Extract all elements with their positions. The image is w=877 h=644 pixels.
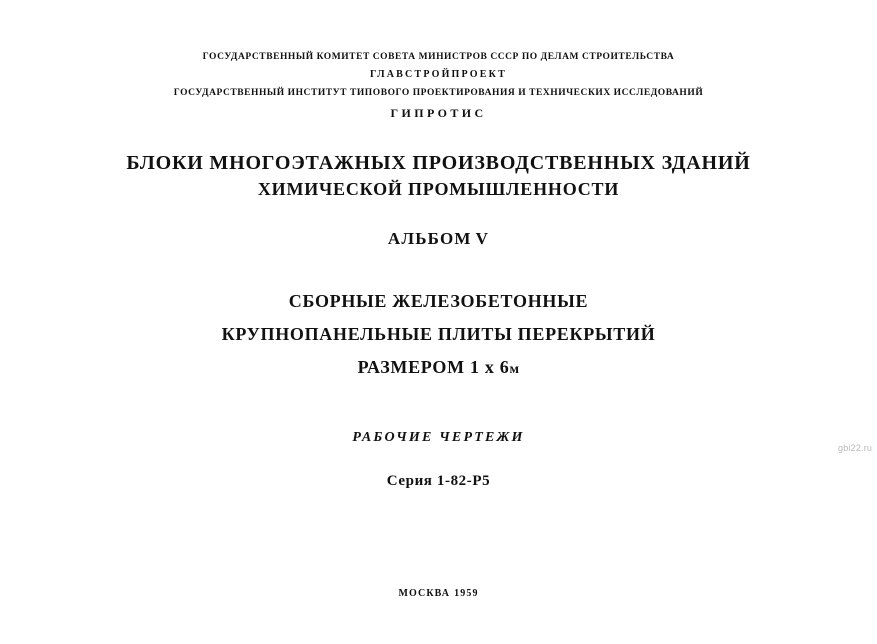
document-subtitle [0, 285, 877, 386]
title-line-2: ХИМИЧЕСКОЙ ПРОМЫШЛЕННОСТИ [257, 179, 620, 199]
subtitle-line-3 [0, 351, 877, 386]
org-line-glavstroyproekt: ГЛАВСТРОЙПРОЕКТ [370, 69, 507, 80]
footer-city: МОСКВА [398, 588, 451, 599]
subtitle-line-1: СБОРНЫЕ ЖЕЛЕЗОБЕТОННЫЕ [288, 291, 589, 311]
org-line-institute: ГОСУДАРСТВЕННЫЙ ИНСТИТУТ ТИПОВОГО ПРОЕКТИРОВАНИЯ И ТЕХНИЧЕСКИХ ИССЛЕДОВАНИЙ [173, 88, 704, 98]
footer-year: 1959 [454, 588, 479, 599]
org-line-giprotis: ГИПРОТИС [390, 106, 487, 120]
working-drawings-text: РАБОЧИЕ ЧЕРТЕЖИ [352, 430, 525, 445]
album-label: АЛЬБОМ [387, 229, 472, 248]
watermark: gbi22.ru [838, 443, 873, 453]
organisation-header [0, 48, 877, 124]
subtitle-size-unit: м [509, 362, 520, 377]
title-line-1: БЛОКИ МНОГОЭТАЖНЫХ ПРОИЗВОДСТВЕННЫХ ЗДАНИЙ [126, 152, 751, 174]
series-text: Серия 1-82-Р5 [386, 473, 491, 489]
series-designation [0, 472, 877, 490]
document-title [0, 150, 877, 202]
album-number: V [475, 229, 490, 248]
document-footer [0, 583, 877, 601]
org-line-committee: ГОСУДАРСТВЕННЫЙ КОМИТЕТ СОВЕТА МИНИСТРОВ СССР ПО ДЕЛАМ СТРОИТЕЛЬСТВА [202, 52, 675, 62]
subtitle-line-2: КРУПНОПАНЕЛЬНЫЕ ПЛИТЫ ПЕРЕКРЫТИЙ [221, 324, 656, 344]
subtitle-size-value: РАЗМЕРОМ 1 х 6 [357, 357, 510, 377]
album-designation [0, 229, 877, 249]
working-drawings-label [0, 428, 877, 446]
